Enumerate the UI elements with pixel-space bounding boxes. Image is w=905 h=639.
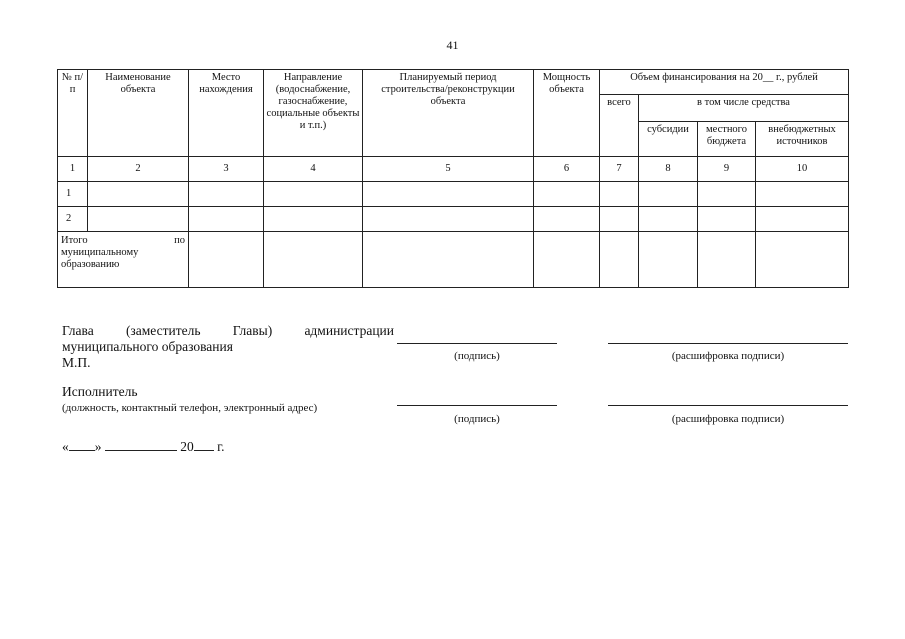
header-capacity: Мощность объекта — [534, 70, 600, 157]
row-number: 2 — [58, 207, 88, 232]
table-cell[interactable] — [698, 232, 756, 288]
date-month-blank[interactable] — [105, 438, 177, 451]
head-word: Глава — [62, 323, 94, 338]
column-number: 9 — [698, 157, 756, 182]
table-cell[interactable] — [363, 207, 534, 232]
executor-signature-line[interactable] — [397, 405, 557, 406]
head-word: администрации — [304, 323, 394, 338]
head-transcript-line[interactable] — [608, 343, 848, 344]
table-row — [58, 207, 849, 232]
head-word: Главы) — [232, 323, 273, 338]
table-cell[interactable] — [363, 232, 534, 288]
column-number: 8 — [639, 157, 698, 182]
total-label — [58, 232, 189, 288]
column-numbers-row — [58, 157, 849, 182]
header-location: Место нахождения — [189, 70, 264, 157]
page-number: 41 — [446, 38, 459, 52]
date-close-quote: » — [94, 439, 102, 454]
head-signature-line[interactable] — [397, 343, 557, 344]
table-cell[interactable] — [264, 182, 363, 207]
head-transcript-caption: (расшифровка подписи) — [671, 350, 785, 362]
header-num: № п/п — [58, 70, 88, 157]
column-number: 3 — [189, 157, 264, 182]
stamp-place: М.П. — [62, 355, 91, 370]
table-cell[interactable] — [600, 182, 639, 207]
total-word-1: Итого — [61, 235, 88, 246]
table-cell[interactable] — [88, 207, 189, 232]
executor-transcript-line[interactable] — [608, 405, 848, 406]
header-period: Планируемый период строительства/реконструкции объекта — [363, 70, 534, 157]
table-cell[interactable] — [639, 182, 698, 207]
table-cell[interactable] — [534, 232, 600, 288]
header-including: в том числе средства — [639, 95, 849, 122]
table-cell[interactable] — [600, 207, 639, 232]
table-cell[interactable] — [264, 207, 363, 232]
date-open-quote: « — [62, 439, 69, 454]
column-number: 4 — [264, 157, 363, 182]
date-line — [62, 438, 225, 455]
column-number: 10 — [756, 157, 849, 182]
table-cell[interactable] — [756, 232, 849, 288]
table-cell[interactable] — [756, 207, 849, 232]
executor-label: Исполнитель — [62, 384, 138, 399]
financing-table — [57, 69, 849, 288]
head-title — [62, 323, 394, 339]
table-cell[interactable] — [88, 182, 189, 207]
header-name: Наименование объекта — [88, 70, 189, 157]
table-cell[interactable] — [639, 232, 698, 288]
executor-signature-caption: (подпись) — [454, 413, 500, 425]
header-local-budget: местного бюджета — [698, 122, 756, 157]
table-cell[interactable] — [363, 182, 534, 207]
column-number: 7 — [600, 157, 639, 182]
total-word-3: муниципальному — [61, 247, 139, 259]
table-cell[interactable] — [189, 182, 264, 207]
executor-details: (должность, контактный телефон, электронный адрес) — [62, 402, 318, 414]
table-cell[interactable] — [756, 182, 849, 207]
table-cell[interactable] — [189, 232, 264, 288]
head-signature-caption: (подпись) — [454, 350, 500, 362]
table-cell[interactable] — [189, 207, 264, 232]
header-direction: Направление (водоснабжение, газоснабжение, социальные объекты и т.п.) — [264, 70, 363, 157]
table-cell[interactable] — [600, 232, 639, 288]
total-word-4: образованию — [61, 259, 120, 271]
date-year-prefix: 20 — [180, 439, 194, 454]
column-number: 1 — [58, 157, 88, 182]
date-year-blank[interactable] — [194, 438, 214, 451]
table-cell[interactable] — [534, 182, 600, 207]
head-word: (заместитель — [125, 323, 201, 338]
table-cell[interactable] — [698, 207, 756, 232]
total-row — [58, 232, 849, 288]
table-cell[interactable] — [639, 207, 698, 232]
total-word-2: по — [174, 235, 185, 246]
executor-transcript-caption: (расшифровка подписи) — [671, 413, 785, 425]
column-number: 2 — [88, 157, 189, 182]
header-total: всего — [600, 95, 639, 157]
header-extra-budget: внебюджетных источников — [756, 122, 849, 157]
header-subsidies: субсидии — [639, 122, 698, 157]
column-number: 6 — [534, 157, 600, 182]
table-cell[interactable] — [698, 182, 756, 207]
table-cell[interactable] — [534, 207, 600, 232]
date-day-blank[interactable] — [69, 438, 95, 451]
column-number: 5 — [363, 157, 534, 182]
table-row — [58, 182, 849, 207]
row-number: 1 — [58, 182, 88, 207]
header-financing: Объем финансирования на 20__ г., рублей — [600, 70, 849, 95]
table-cell[interactable] — [264, 232, 363, 288]
head-municipality: муниципального образования — [62, 339, 233, 354]
date-year-suffix: г. — [217, 439, 225, 454]
